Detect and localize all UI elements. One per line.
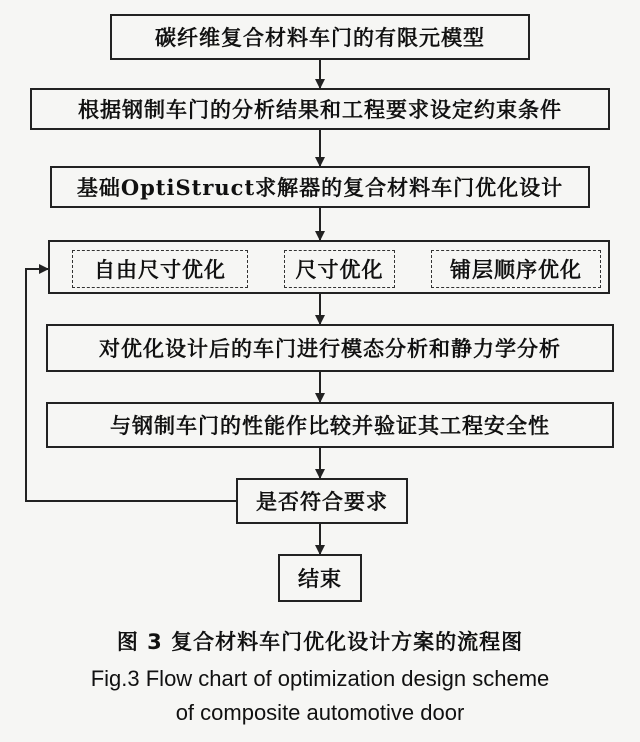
step-size-box: [284, 250, 395, 288]
step-analysis-box: [46, 324, 614, 372]
end-box: [278, 554, 362, 602]
end-label: 结束: [298, 566, 342, 591]
step-ply-order-box: [431, 250, 601, 288]
step-compare-box: [46, 402, 614, 448]
step-compare-label: 与钢制车门的性能作比较并验证其工程安全性: [110, 413, 550, 438]
step-analysis-label: 对优化设计后的车门进行模态分析和静力学分析: [99, 336, 561, 361]
step-free-size-box: [72, 250, 248, 288]
step-constraints-box: [30, 88, 610, 130]
step-optistruct-box: [50, 166, 590, 208]
step-optistruct-label: 基础OptiStruct求解器的复合材料车门优化设计: [76, 175, 564, 200]
step-ply-order-label: 铺层顺序优化: [450, 257, 582, 282]
step-free-size-label: 自由尺寸优化: [94, 257, 226, 282]
step-model-label: 碳纤维复合材料车门的有限元模型: [155, 25, 485, 50]
figure-caption-en-line2: of composite automotive door: [175, 700, 465, 725]
figure-caption-en-line1: Fig.3 Flow chart of optimization design scheme: [90, 666, 550, 691]
decision-box: [236, 478, 408, 524]
feedback-loop-arrow: [26, 269, 236, 501]
step-model-box: [110, 14, 530, 60]
step-size-label: 尺寸优化: [295, 257, 384, 282]
step-constraints-label: 根据钢制车门的分析结果和工程要求设定约束条件: [78, 97, 562, 122]
decision-label: 是否符合要求: [256, 489, 388, 514]
figure-caption-cn: 图 3 复合材料车门优化设计方案的流程图: [116, 630, 524, 654]
